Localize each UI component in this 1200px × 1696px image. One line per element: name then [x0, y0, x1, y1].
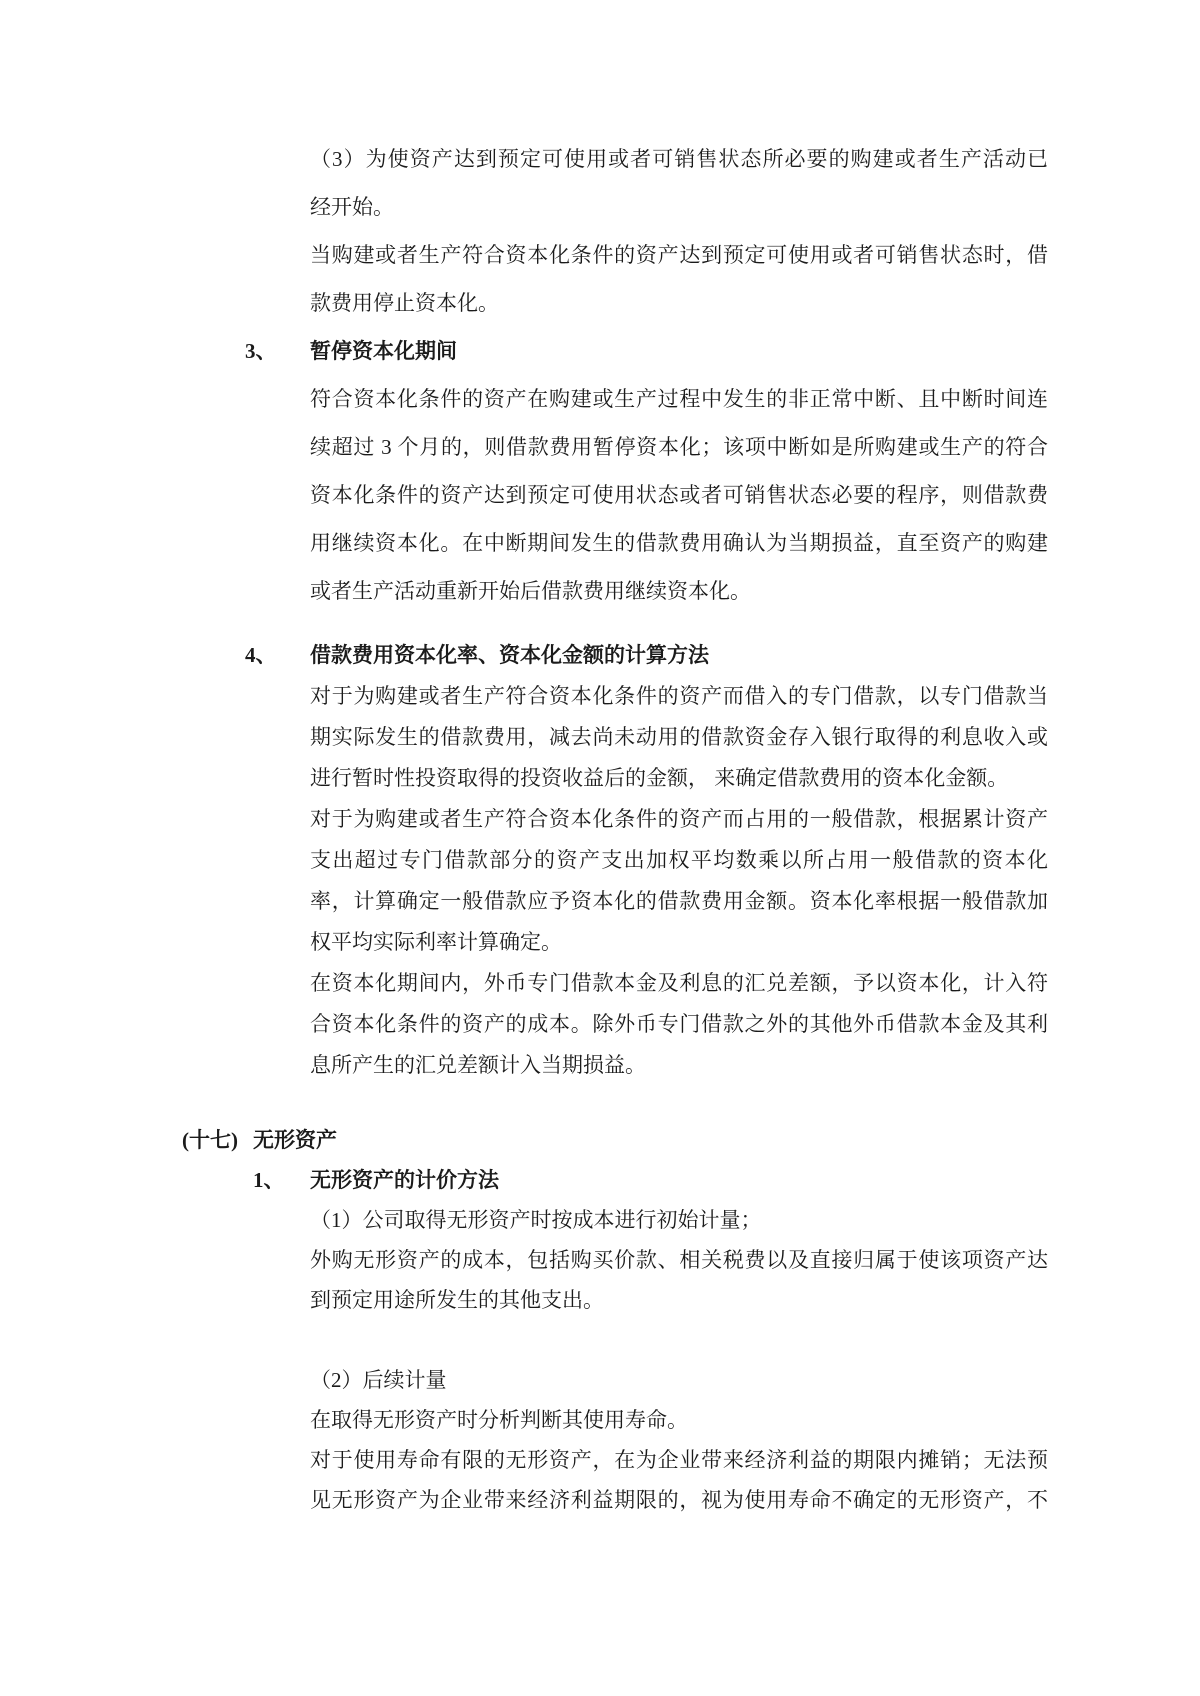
section-body: [310, 676, 1048, 1086]
section-number: 3、: [245, 339, 277, 363]
text-line: 用继续资本化。在中断期间发生的借款费用确认为当期损益，直至资产的购建: [310, 531, 1048, 555]
text-line: 款费用停止资本化。: [310, 291, 499, 315]
section-heading: [245, 635, 1048, 676]
chapter-heading: [182, 1120, 1048, 1160]
paragraph: [310, 1360, 1048, 1520]
item-heading: [253, 1160, 1048, 1200]
text-line: 对于使用寿命有限的无形资产，在为企业带来经济利益的期限内摊销；无法预: [310, 1448, 1048, 1472]
text-line: 对于为购建或者生产符合资本化条件的资产而借入的专门借款，以专门借款当: [310, 684, 1048, 708]
text-line: 续超过 3 个月的，则借款费用暂停资本化；该项中断如是所购建或生产的符合: [310, 435, 1048, 459]
chapter-block: [182, 1120, 1048, 1520]
text-line: 经开始。: [310, 195, 394, 219]
text-line: 到预定用途所发生的其他支出。: [310, 1288, 604, 1312]
item-title: 无形资产的计价方法: [310, 1168, 499, 1192]
numbered-section: [182, 327, 1048, 615]
section-heading: [245, 327, 1048, 375]
text-line: （1）公司取得无形资产时按成本进行初始计量；: [310, 1208, 762, 1232]
text-line: 权平均实际利率计算确定。: [310, 930, 562, 954]
section-number: 4、: [245, 643, 277, 667]
text-line: 进行暂时性投资取得的投资收益后的金额， 来确定借款费用的资本化金额。: [310, 766, 1009, 790]
text-line: 见无形资产为企业带来经济利益期限的，视为使用寿命不确定的无形资产，不: [310, 1488, 1048, 1512]
text-line: 外购无形资产的成本，包括购买价款、相关税费以及直接归属于使该项资产达: [310, 1248, 1048, 1272]
text-line: 资本化条件的资产达到预定可使用状态或者可销售状态必要的程序，则借款费: [310, 483, 1048, 507]
item-paragraphs: [310, 1200, 1048, 1520]
text-line: 率，计算确定一般借款应予资本化的借款费用金额。资本化率根据一般借款加: [310, 889, 1048, 913]
chapter-title: 无形资产: [253, 1128, 337, 1152]
section-title: 借款费用资本化率、资本化金额的计算方法: [310, 643, 709, 667]
text-line: 符合资本化条件的资产在购建或生产过程中发生的非正常中断、且中断时间连: [310, 387, 1048, 411]
document-content: [182, 135, 1048, 1520]
text-line: 息所产生的汇兑差额计入当期损益。: [310, 1053, 646, 1077]
text-line: 在取得无形资产时分析判断其使用寿命。: [310, 1408, 688, 1432]
text-line: （3）为使资产达到预定可使用或者可销售状态所必要的购建或者生产活动已: [310, 147, 1048, 171]
text-line: （2）后续计量: [310, 1368, 447, 1392]
text-line: 对于为购建或者生产符合资本化条件的资产而占用的一般借款，根据累计资产: [310, 807, 1048, 831]
text-line: 在资本化期间内，外币专门借款本金及利息的汇兑差额，予以资本化，计入符: [310, 971, 1048, 995]
text-line: 当购建或者生产符合资本化条件的资产达到预定可使用或者可销售状态时，借: [310, 243, 1048, 267]
numbered-section: [182, 635, 1048, 1086]
item-number: 1、: [253, 1168, 285, 1192]
text-line: 支出超过专门借款部分的资产支出加权平均数乘以所占用一般借款的资本化: [310, 848, 1048, 872]
numbered-sections: [182, 327, 1048, 1086]
text-line: 或者生产活动重新开始后借款费用继续资本化。: [310, 579, 751, 603]
intro-paragraphs: [310, 135, 1048, 327]
text-line: 期实际发生的借款费用，减去尚未动用的借款资金存入银行取得的利息收入或: [310, 725, 1048, 749]
section-title: 暂停资本化期间: [310, 339, 457, 363]
text-line: 合资本化条件的资产的成本。除外币专门借款之外的其他外币借款本金及其利: [310, 1012, 1048, 1036]
section-body: [310, 375, 1048, 615]
paragraph: [310, 1200, 1048, 1320]
chapter-number: (十七): [182, 1128, 238, 1152]
